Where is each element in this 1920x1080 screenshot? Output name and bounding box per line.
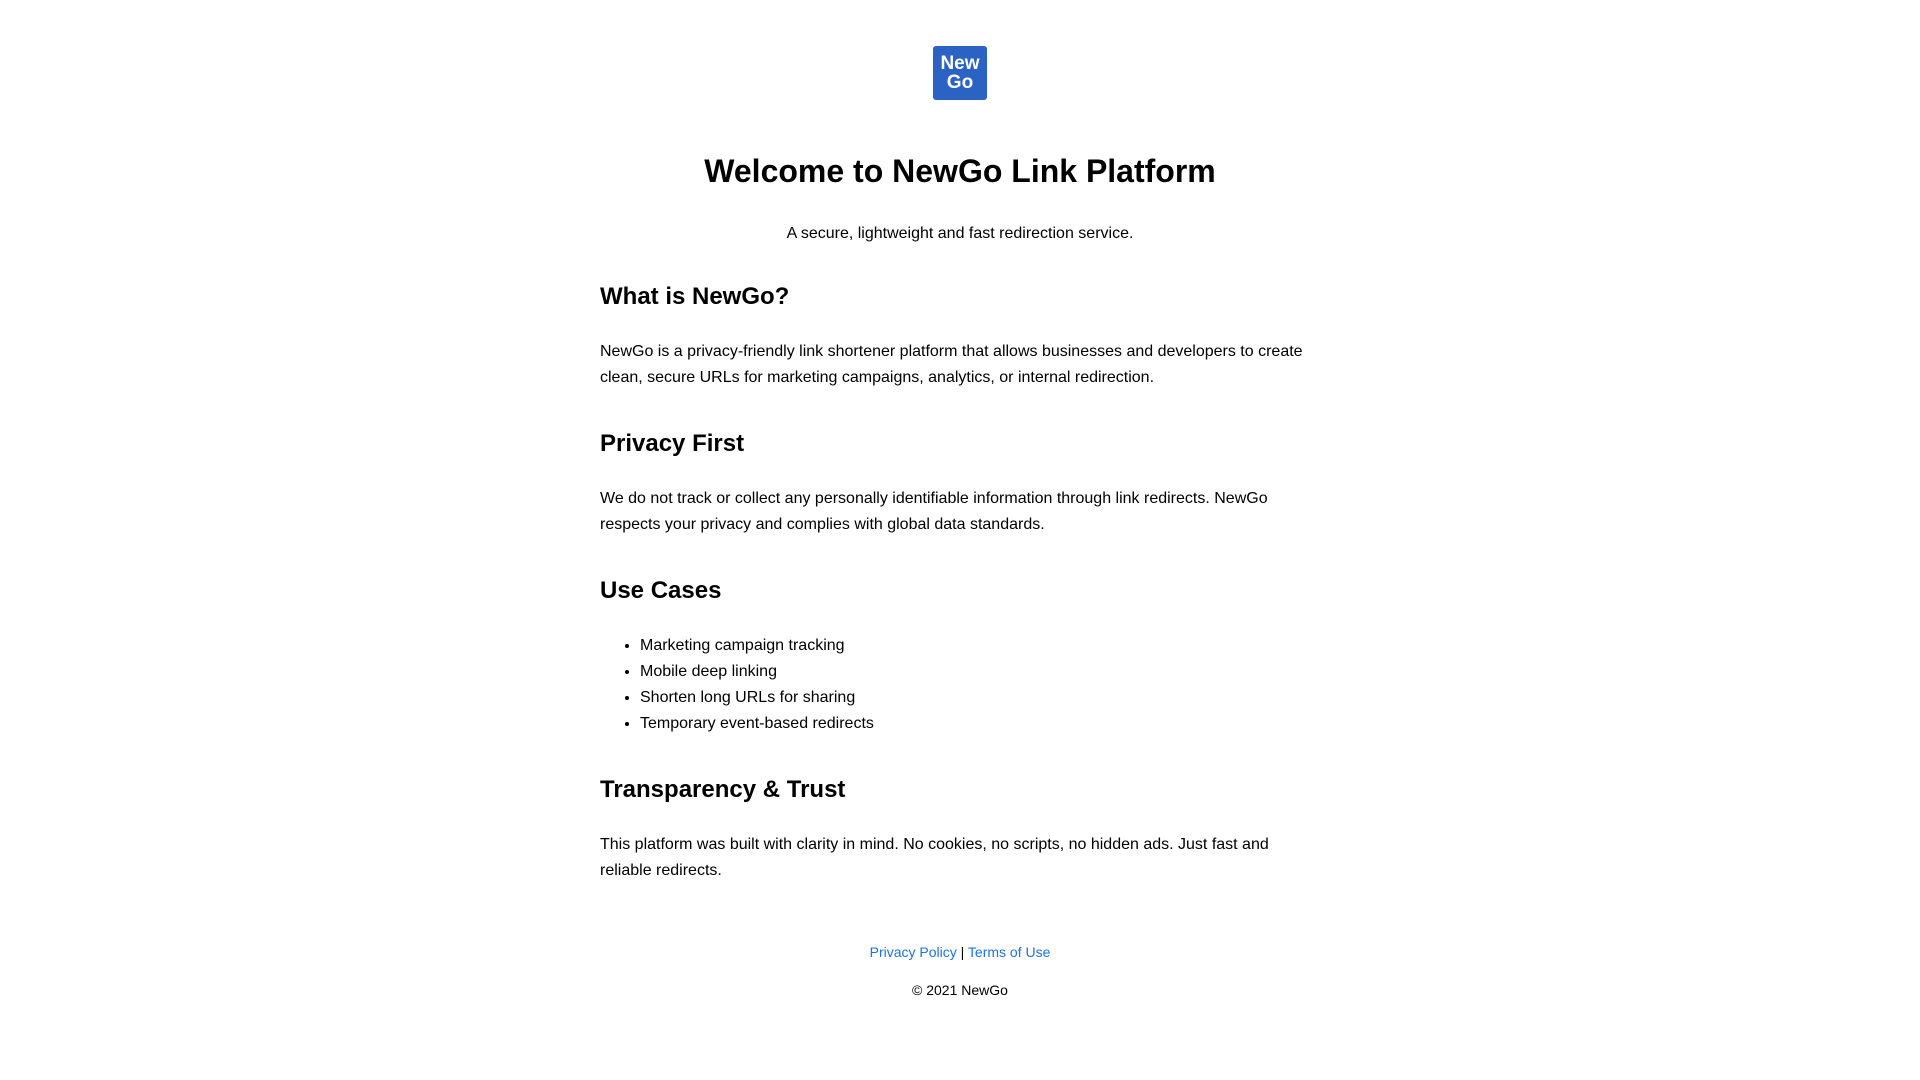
page-title: Welcome to NewGo Link Platform — [704, 153, 1216, 189]
section-text-what-is: NewGo is a privacy-friendly link shortener platform that allows businesses and developers to create clean, secure URLs for marketing campaigns, analytics, or internal redirection. — [600, 343, 1303, 386]
use-cases-list — [600, 633, 1320, 737]
section-text-transparency: This platform was built with clarity in mind. No cookies, no scripts, no hidden ads. Just fast and reliable redirects. — [600, 836, 1269, 879]
logo-line-2: Go — [946, 72, 974, 93]
footer-separator: | — [960, 944, 965, 960]
section-heading-use-cases: Use Cases — [600, 577, 722, 604]
list-item: • Temporary event-based redirects — [640, 711, 1320, 737]
terms-of-use-link[interactable]: Terms of Use — [967, 944, 1051, 960]
footer — [600, 942, 1320, 1000]
newgo-logo — [933, 46, 987, 100]
section-heading-transparency: Transparency & Trust — [600, 776, 846, 803]
section-heading-privacy: Privacy First — [600, 430, 745, 457]
copyright: © 2021 NewGo — [912, 982, 1008, 998]
main-content — [600, 0, 1320, 1000]
footer-links — [600, 942, 1320, 962]
tagline: A secure, lightweight and fast redirection service. — [786, 225, 1134, 242]
privacy-policy-link[interactable]: Privacy Policy — [869, 944, 957, 960]
section-text-privacy: We do not track or collect any personally identifiable information through link redirects. NewGo respects your privacy and complies with global data standards. — [600, 490, 1268, 533]
list-item: • Marketing campaign tracking — [640, 633, 1320, 659]
section-heading-what-is: What is NewGo? — [600, 283, 790, 310]
logo-wrap — [600, 46, 1320, 100]
list-item: • Mobile deep linking — [640, 659, 1320, 685]
list-item: • Shorten long URLs for sharing — [640, 685, 1320, 711]
logo-line-1: New — [940, 53, 980, 74]
